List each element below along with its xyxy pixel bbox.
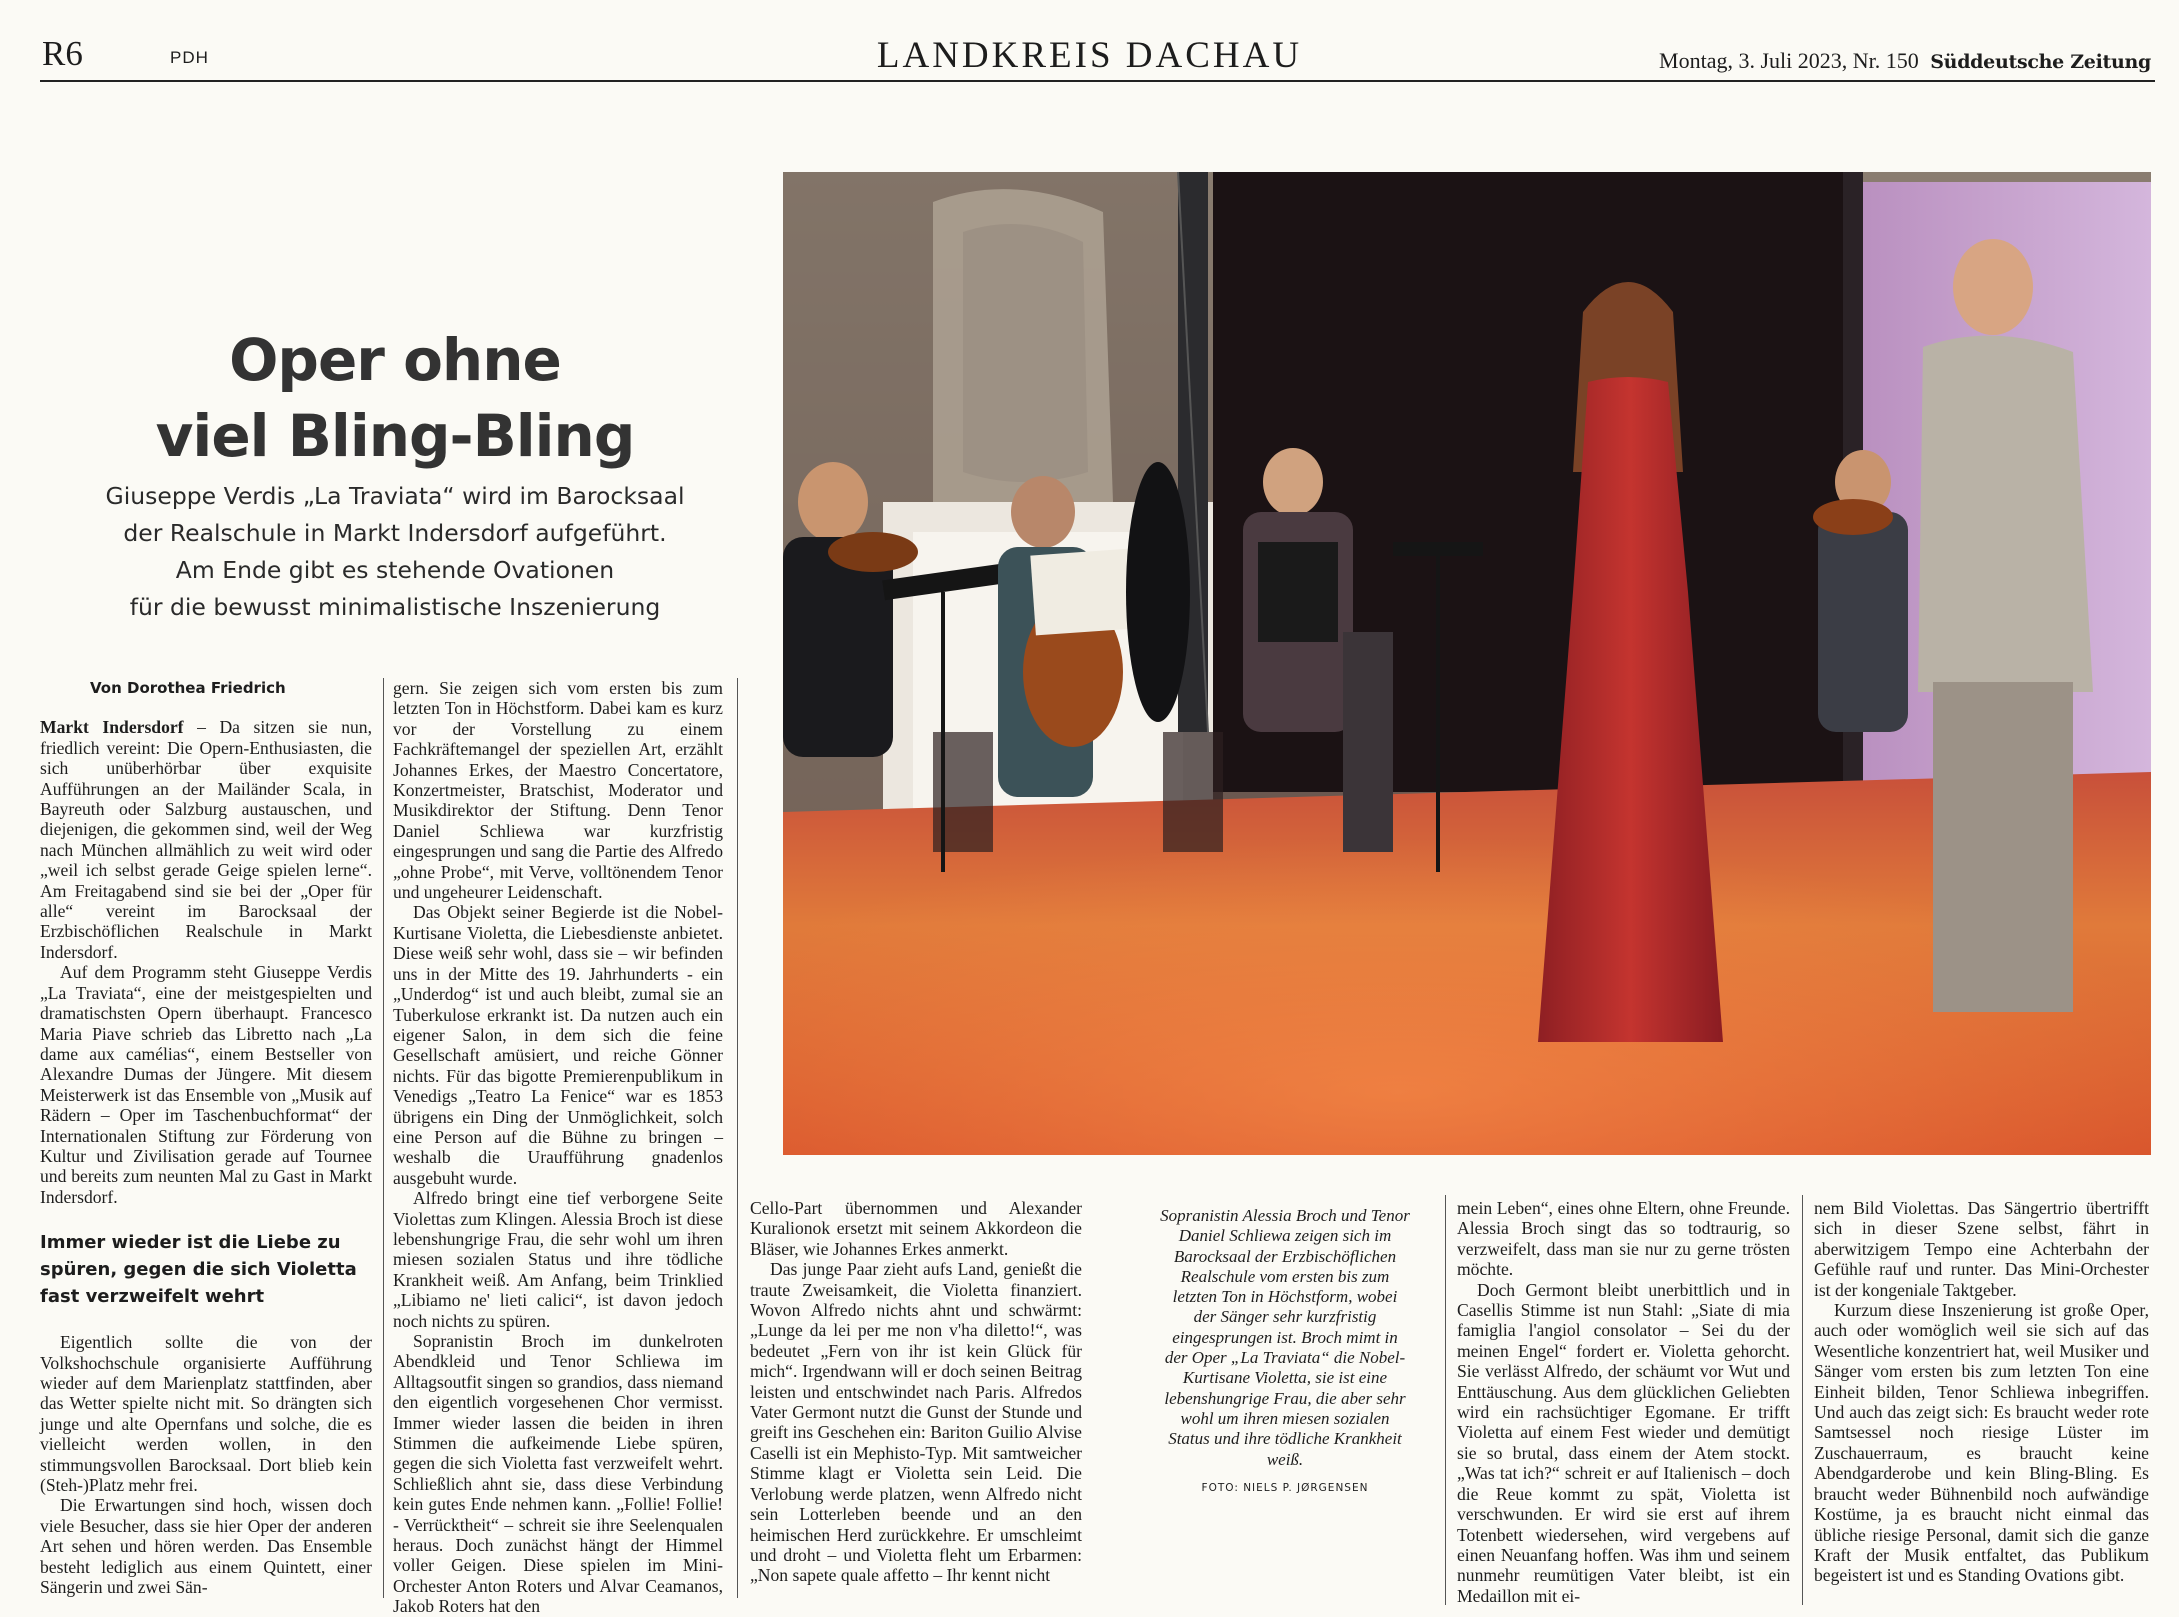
newspaper-name: Süddeutsche Zeitung — [1930, 51, 2151, 73]
photo-credit: FOTO: NIELS P. JØRGENSEN — [1201, 1481, 1369, 1494]
article-paragraph: Doch Germont bleibt unerbittlich und in Casellis Stimme ist nun Stahl: „Siate di mia famiglia l'angiol consolator – Sei du der meinen Engel“ fordert er. Violetta gehorcht. Sie verlässt Alfredo, der schäumt vor Wut und Enttäuschung. Aus dem glücklichen Geliebten wird ein rachsüchtiger Egomane. Er trifft Violetta auf einem Fest wieder und demütigt sie so brutal, dass einem der Atem stockt. „Was tat ich?“ schreit er auf Italienisch – doch die Reue kommt zu spät, Violetta ist verschwunden. Er wird sie erst auf ihrem Totenbett wiedersehen, wird vergebens auf einen Neuanfang hoffen. Was ihm und seinem nunmehr reumütigen Vater bleibt, ist ein Medaillon mit ei- — [1457, 1279, 1790, 1606]
article-column-2 — [393, 678, 723, 1617]
article-paragraph: Sopranistin Broch im dunkelroten Abendkleid und Tenor Schliewa im Alltagsoutfit singen so grandios, dass niemand den eigentlich vorgesehenen Chor vermisst. Immer wieder lassen die beiden in ihren Stimmen die aufkeimende Liebe spüren, gegen die sich Violetta fast verzweifelt wehrt. Schließlich ahnt sie, dass diese Verbindung kein gutes Ende nehmen kann. „Follie! Follie! - Verrücktheit“ – schreit sie ihre Seelenqualen heraus. Doch zunächst hängt der Himmel voller Geigen. Diese spielen im Mini-Orchester Anton Roters und Alvar Ceamanos, Jakob Roters hat den — [393, 1331, 723, 1617]
subhead-line: Giuseppe Verdis „La Traviata“ wird im Barocksaal — [105, 482, 685, 510]
headline-line-1: Oper ohne — [229, 326, 561, 394]
page-number: R6 — [42, 34, 83, 73]
column-divider — [737, 678, 738, 1598]
column-divider — [1445, 1195, 1446, 1605]
article-column-5 — [1814, 1198, 2149, 1586]
article-subheading: Immer wieder ist die Liebe zu spüren, gegen die sich Violetta fast verzweifelt wehrt — [40, 1232, 357, 1308]
article-column-3 — [750, 1198, 1082, 1586]
article-paragraph: nem Bild Violettas. Das Sängertrio übertrifft sich in dieser Szene selbst, fährt in aberwitzigem Tempo eine Achterbahn der Gefühle rauf und runter. Das Mini-Orchester ist der kongeniale Taktgeber. — [1814, 1198, 2149, 1300]
edition-code: PDH — [170, 48, 209, 67]
article-paragraph: Das junge Paar zieht aufs Land, genießt die traute Zweisamkeit, die Violetta finanziert. Wovon Alfredo nichts ahnt und schwärmt: „Lunge da lei per me non v'ha diletto!“, was bedeutet „Fern von ihr ist kein Glück für mich“. Irgendwann will er doch seinen Beitrag leisten und entschwindet nach Paris. Alfredos Vater Germont nutzt die Gunst der Stunde und greift ins Geschehen ein: Bariton Guilio Alvise Caselli ist ein Mephisto-Typ. Mit samtweicher Stimme klagt er Violetta sein Leid. Die Verlobung werde platzen, wenn Alfredo nicht sein Lotterleben beende und an den heimischen Herd zurückkehre. Er umschleimt und droht – und Violetta fleht um Erbarmen: „Non sapete quale affetto – Ihr kennt nicht — [750, 1259, 1082, 1586]
article-paragraph: Markt Indersdorf – Da sitzen sie nun, friedlich vereint: Die Opern-Enthusiasten, die sich unüberhörbar über exquisite Aufführungen an der Mailänder Scala, in Bayreuth oder Salzburg austauschen, und diejenigen, die gekommen sind, weil der Weg nach München allmählich zu weit wird oder „weil ich selbst gerade Geige spielen lerne“. Am Freitagabend sind sie bei der „Oper für alle“ vereint im Barocksaal der Erzbischöflichen Realschule in Markt Indersdorf. — [40, 717, 372, 962]
article-paragraph: Eigentlich sollte die von der Volkshochschule organisierte Aufführung wieder auf dem Marienplatz stattfinden, aber das Wetter spielte nicht mit. So drängten sich junge und alte Opernfans und solche, die es vielleicht werden wollen, in den stimmungsvollen Barocksaal. Dort blieb kein (Steh-)Platz mehr frei. — [40, 1332, 372, 1495]
article-byline: Von Dorothea Friedrich — [90, 679, 286, 697]
article-paragraph: Alfredo bringt eine tief verborgene Seite Violettas zum Klingen. Alessia Broch ist diese lebenshungrige Frau, die sehr wohl um ihren miesen sozialen Status und ihre tödliche Krankheit weiß. Am Anfang, beim Trinklied „Libiamo ne' lieti calici“, ist davon jedoch noch nichts zu spüren. — [393, 1188, 723, 1331]
article-paragraph: Die Erwartungen sind hoch, wissen doch viele Besucher, dass sie hier Oper der anderen Art sehen und hören werden. Das Ensemble besteht lediglich aus einem Quintett, einer Sängerin und zwei Sän- — [40, 1495, 372, 1598]
masthead-rule — [40, 80, 2155, 82]
article-paragraph: gern. Sie zeigen sich vom ersten bis zum letzten Ton in Höchstform. Dabei kam es kurz vor der Vorstellung zu einem Fachkräftemangel der speziellen Art, erzählt Johannes Erkes, der Maestro Concertatore, Konzertmeister, Bratschist, Moderator und Musikdirektor der Stiftung. Denn Tenor Daniel Schliewa war kurzfristig eingesprungen und sang die Partie des Alfredo „ohne Probe“, mit Verve, volltönendem Tenor und ungeheurer Leidenschaft. — [393, 678, 723, 903]
caption-text: Sopranistin Alessia Broch und Tenor Daniel Schliewa zeigen sich im Barocksaal der Erzbischöflichen Realschule vom ersten bis zum letzten Ton in Höchstform, wobei der Sänger sehr kurzfristig eingesprungen ist. Broch mimt in der Oper „La Traviata“ die Nobel-Kurtisane Violetta, sie ist eine lebenshungrige Frau, die aber sehr wohl um ihren miesen sozialen Status und ihre tödliche Krankheit weiß. — [1160, 1206, 1410, 1469]
photo-caption — [1160, 1206, 1410, 1498]
article-paragraph: Kurzum diese Inszenierung ist große Oper, auch oder womöglich weil sie sich auf das Wesentliche konzentriert hat, weil Musiker und Sänger vom ersten bis zum letzten Ton eine Einheit bilden, Tenor Schliewa inbegriffen. Und auch das zeigt sich: Es braucht weder rote Samtsessel noch riesige Lüster im Zuschauerraum, es braucht keine Abendgarderobe und kein Bling-Bling. Es braucht weder Bühnenbild noch aufwändige Kostüme, ja es braucht nicht einmal das übliche riesige Personal, damit sich die ganze Kraft der Musik entfaltet, das Publikum begeistert ist und es Standing Ovations gibt. — [1814, 1300, 2149, 1586]
article-headline — [90, 322, 700, 474]
issue-dateline — [1659, 48, 2151, 74]
article-column-1 — [40, 678, 372, 1597]
article-subhead — [90, 478, 700, 626]
article-column-4 — [1457, 1198, 1790, 1606]
headline-line-2: viel Bling-Bling — [155, 402, 635, 470]
article-dateline: Markt Indersdorf — [40, 717, 184, 738]
issue-date: Montag, 3. Juli 2023, Nr. 150 — [1659, 48, 1919, 73]
article-paragraph: mein Leben“, eines ohne Eltern, ohne Freunde. Alessia Broch singt das so todtraurig, so verzweifelt, dass man sie nur zu gerne trösten möchte. — [1457, 1198, 1790, 1280]
section-title: LANDKREIS DACHAU — [876, 35, 1303, 76]
column-divider — [383, 678, 384, 1598]
opera-stage-photo — [783, 172, 2151, 1155]
subhead-line: für die bewusst minimalistische Inszenierung — [129, 593, 661, 621]
article-photo — [783, 172, 2151, 1155]
article-paragraph: Cello-Part übernommen und Alexander Kuralionok ersetzt mit seinem Akkordeon die Bläser, wie Johannes Erkes anmerkt. — [750, 1198, 1082, 1259]
subhead-line: Am Ende gibt es stehende Ovationen — [175, 556, 615, 584]
article-paragraph: Auf dem Programm steht Giuseppe Verdis „La Traviata“, eine der meistgespielten und dramatischsten Opern überhaupt. Francesco Maria Piave schrieb das Libretto nach „La dame aux camélias“, einem Bestseller von Alexandre Dumas der Jüngere. Mit diesem Meisterwerk ist das Ensemble von „Musik auf Rädern – Oper im Taschenbuchformat“ der Internationalen Stiftung zur Förderung von Kultur und Zivilisation gerade auf Tournee und bereits zum neunten Mal zu Gast in Markt Indersdorf. — [40, 962, 372, 1207]
article-paragraph: Das Objekt seiner Begierde ist die Nobel-Kurtisane Violetta, die Liebesdienste anbietet. Diese weiß sehr wohl, dass sie – wir befinden uns in der Mitte des 19. Jahrhunderts - ein „Underdog“ ist und auch bleibt, zumal sie an Tuberkulose erkrankt ist. Da nutzen auch ein eigener Salon, in dem sich die feine Gesellschaft amüsiert, und reiche Gönner nichts. Für das bigotte Premierenpublikum in Venedigs „Teatro La Fenice“ war es 1853 übrigens ein Ding der Unmöglichkeit, solch eine Person auf die Bühne zu bringen – weshalb die Uraufführung gnadenlos ausgebuht wurde. — [393, 902, 723, 1188]
subhead-line: der Realschule in Markt Indersdorf aufgeführt. — [123, 519, 667, 547]
column-divider — [1802, 1195, 1803, 1605]
